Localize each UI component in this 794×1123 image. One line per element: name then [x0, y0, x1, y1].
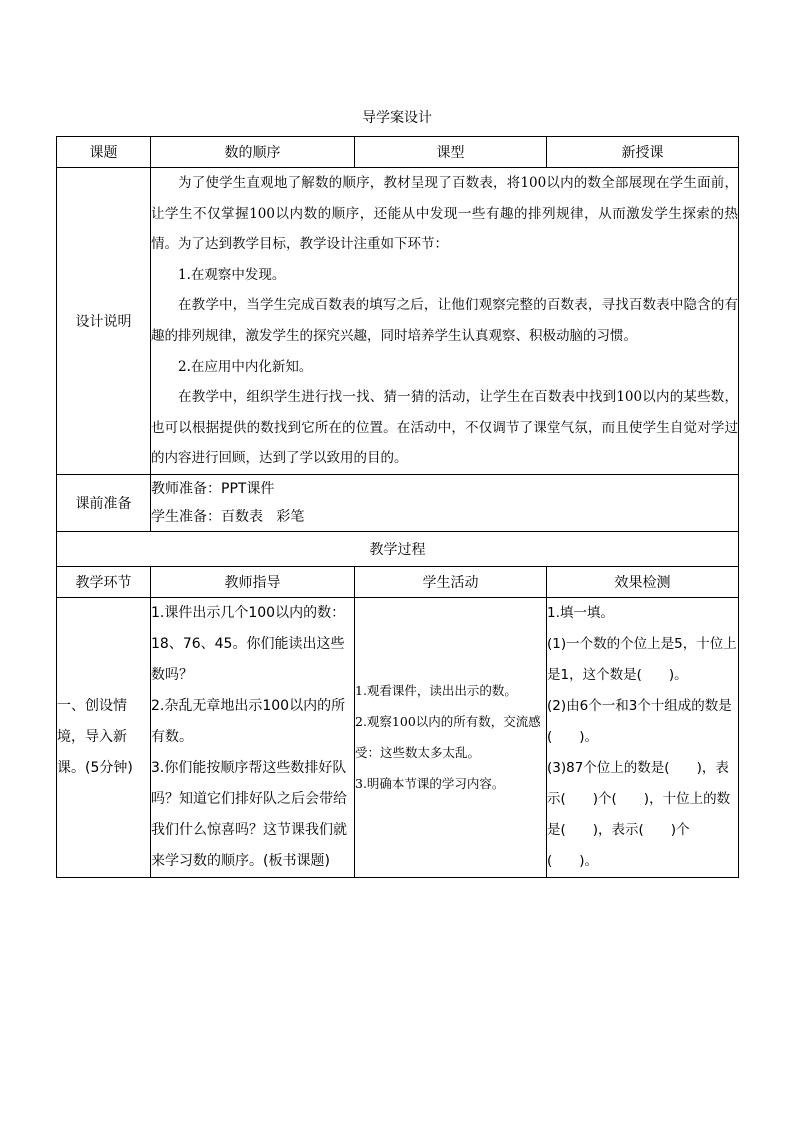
prep-row [57, 474, 739, 531]
guide-item: 3.你们能按顺序帮这些数排好队吗？知道它们排好队之后会带给我们什么惊喜吗？这节课我们就来学习数的顺序。(板书课题) [151, 759, 347, 869]
check-cell [547, 597, 739, 877]
check-item: (2)由6个一和3个十组成的数是( )。 [547, 697, 732, 745]
col-head-activity: 学生活动 [355, 566, 547, 597]
topic-value: 数的顺序 [151, 137, 355, 168]
process-header-row [57, 566, 739, 597]
activity-item: 2.观察100以内的所有数，交流感受：这些数太多太乱。 [355, 714, 541, 761]
guide-item: 1.课件出示几个100以内的数：18、76、45。你们能读出这些数吗？ [151, 604, 346, 683]
activity-item: 3.明确本节课的学习内容。 [355, 776, 505, 792]
activity-cell [355, 597, 547, 877]
check-item: (3)87个位上的数是( )，表示( )个( )，十位上的数是( )，表示( )个( )。 [547, 759, 731, 869]
design-paragraph: 在教学中，组织学生进行找一找、猜一猜的活动，让学生在百数表中找到100以内的某些数，也可以根据提供的数找到它所在的位置。在活动中，不仅调节了课堂气氛，而且使学生自觉对学过的内容进行回顾，达到了学以致用的目的。 [151, 389, 738, 467]
process-row [57, 597, 739, 877]
page-title: 导学案设计 [362, 110, 432, 126]
type-label: 课型 [355, 137, 547, 168]
check-item: (1)一个数的个位上是5，十位上是1，这个数是( )。 [547, 635, 737, 683]
prep-content [151, 474, 739, 531]
design-row [57, 168, 739, 475]
process-title-row [57, 531, 739, 566]
check-item: 1.填一填。 [547, 604, 614, 621]
design-paragraph: 在教学中，当学生完成百数表的填写之后，让他们观察完整的百数表，寻找百数表中隐含的有趣的排列规律，激发学生的探究兴趣，同时培养学生认真观察、积极动脑的习惯。 [151, 297, 738, 344]
header-row [57, 137, 739, 168]
col-head-guide: 教师指导 [151, 566, 355, 597]
student-prep: 学生准备：百数表 彩笔 [151, 508, 305, 525]
guide-item: 2.杂乱无章地出示100以内的所有数。 [151, 697, 346, 745]
topic-label: 课题 [57, 137, 151, 168]
design-description [151, 168, 739, 475]
lesson-plan-table [56, 136, 739, 878]
teacher-prep: 教师准备：PPT课件 [151, 480, 275, 497]
process-title: 教学过程 [57, 531, 739, 566]
stage-cell: 一、创设情境，导入新课。(5分钟) [57, 597, 151, 877]
activity-item: 1.观看课件，读出出示的数。 [355, 683, 517, 699]
col-head-stage: 教学环节 [57, 566, 151, 597]
type-value: 新授课 [547, 137, 739, 168]
design-paragraph: 2.在应用中内化新知。 [178, 358, 313, 375]
design-paragraph: 1.在观察中发现。 [178, 266, 286, 283]
col-head-check: 效果检测 [547, 566, 739, 597]
design-label: 设计说明 [57, 168, 151, 475]
design-paragraph: 为了使学生直观地了解数的顺序，教材呈现了百数表，将100以内的数全部展现在学生面前，让学生不仅掌握100以内数的顺序，还能从中发现一些有趣的排列规律，从而激发学生探索的热情。为了达到教学目标，教学设计注重如下环节： [151, 175, 738, 253]
guide-cell [151, 597, 355, 877]
prep-label: 课前准备 [57, 474, 151, 531]
